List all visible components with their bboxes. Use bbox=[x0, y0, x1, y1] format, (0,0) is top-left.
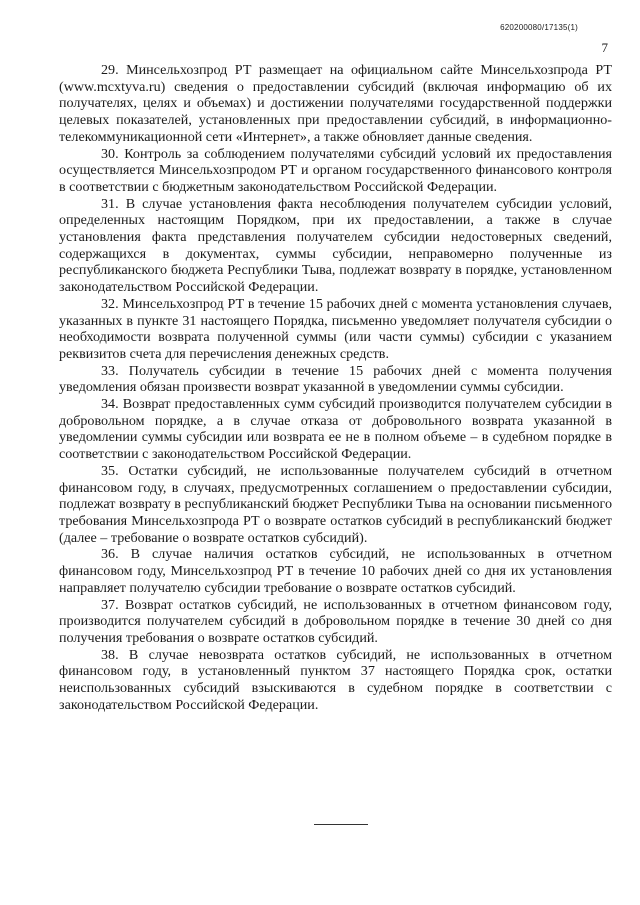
paragraph-38: 38. В случае невозврата остатков субсидий, не использованных в отчетном финансовом году, в установленный пунктом 37 настоящего Порядка срок, остатки неиспользованных субсидий взыскиваются в судебном порядке в соответствии с законодательством Российской Федерации. bbox=[59, 646, 612, 713]
paragraph-34: 34. Возврат предоставленных сумм субсидий производится получателем субсидии в добровольном порядке, а в случае отказа от добровольного возврата указанной в уведомлении суммы субсидии или возврата ее не в полном объеме – в судебном порядке в соответствии с законодательством Российской Федерации. bbox=[59, 396, 612, 463]
document-body bbox=[59, 62, 612, 713]
paragraph-31: 31. В случае установления факта несоблюдения получателем субсидии условий, определенных настоящим Порядком, при их предоставлении, а также в случае установления факта представления получателем субсидии недостоверных сведений, содержащихся в документах, суммы субсидии, неправомерно полученные из республиканского бюджета Республики Тыва, подлежат возврату в порядке, установленном законодательством Российской Федерации. bbox=[59, 195, 612, 296]
document-code: 620200080/17135(1) bbox=[500, 23, 578, 32]
paragraph-30: 30. Контроль за соблюдением получателями субсидий условий их предоставления осуществляется Минсельхозпродом РТ и органом государственного финансового контроля в соответствии с бюджетным законодательством Российской Федерации. bbox=[59, 145, 612, 195]
paragraph-36: 36. В случае наличия остатков субсидий, не использованных в отчетном финансовом году, Минсельхозпрод РТ в течение 10 рабочих дней со дня их установления направляет получателю субсидии требование о возврате остатков субсидий. bbox=[59, 546, 612, 596]
paragraph-35: 35. Остатки субсидий, не использованные получателем субсидий в отчетном финансовом году, в случаях, предусмотренных соглашением о предоставлении субсидии, подлежат возврату в республиканский бюджет Республики Тыва на основании письменного требования Минсельхозпрода РТ о возврате остатков субсидий в республиканский бюджет (далее – требование о возврате остатков субсидий). bbox=[59, 462, 612, 546]
paragraph-29: 29. Минсельхозпрод РТ размещает на официальном сайте Минсельхозпрода РТ (www.mcxtyva.ru) сведения о предоставлении субсидий (включая информацию об их получателях, целях и объемах) и достижении получателями государственной поддержки целевых показателей, установленных при предоставлении субсидий, в информационно-телекоммуникационной сети «Интернет», а также обновляет данные сведения. bbox=[59, 62, 612, 145]
end-separator-line bbox=[314, 824, 368, 825]
paragraph-32: 32. Минсельхозпрод РТ в течение 15 рабочих дней с момента установления случаев, указанных в пункте 31 настоящего Порядка, письменно уведомляет получателя субсидии о необходимости возврата полученной суммы (или части суммы) субсидии с указанием реквизитов счета для перечисления денежных средств. bbox=[59, 295, 612, 362]
page-number: 7 bbox=[601, 40, 608, 55]
paragraph-33: 33. Получатель субсидии в течение 15 рабочих дней с момента получения уведомления обязан произвести возврат указанной в уведомлении суммы субсидии. bbox=[59, 362, 612, 396]
paragraph-37: 37. Возврат остатков субсидий, не использованных в отчетном финансовом году, производится получателем субсидий в добровольном порядке в течение 30 дней со дня получения требования о возврате остатков субсидий. bbox=[59, 596, 612, 646]
